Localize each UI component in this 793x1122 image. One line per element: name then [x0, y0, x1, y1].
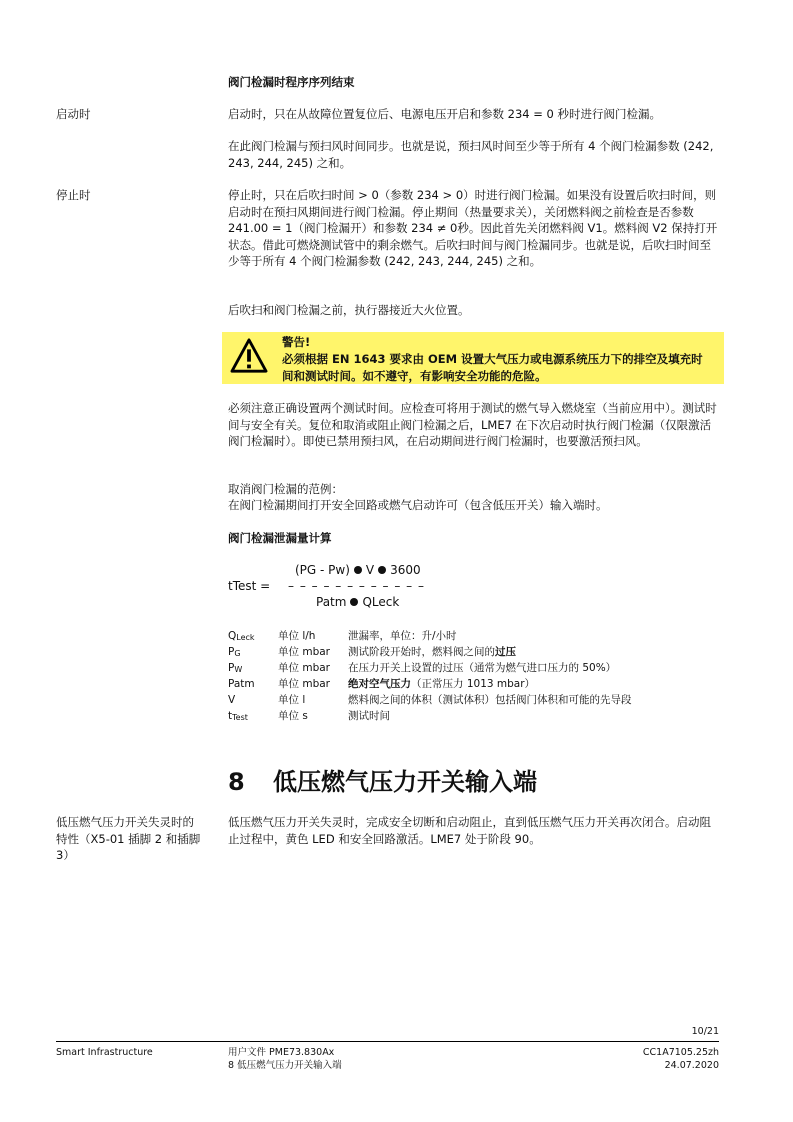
warning-box — [222, 332, 724, 384]
def-subscript: Test — [232, 713, 248, 722]
def-desc — [348, 644, 516, 660]
paragraph-stop-2: 后吹扫和阀门检漏之前，执行器接近大火位置。 — [228, 303, 470, 317]
def-desc-text: 泄漏率，单位：升/小时 — [348, 630, 457, 642]
formula-num-pressure: (PG - Pw) — [295, 563, 350, 577]
formula-num-volume: V — [365, 563, 375, 577]
paragraph-test-time: 必须注意正确设置两个测试时间。应检查可将用于测试的燃气导入燃烧室（当前应用中）。测试时间与安全有关。复位和取消或阻止阀门检漏之后，LME7 在下次启动时执行阀门检漏（仅限激活阀门检漏时）。即使已禁用预扫风，在启动期间进行阀门检漏时，也要激活预扫风。 — [228, 401, 717, 448]
footer-doc-title: 用户文件 PME73.830Ax — [228, 1047, 335, 1058]
footer-doc-code: CC1A7105.25zh — [642, 1047, 719, 1058]
formula-den-qleck: QLeck — [362, 595, 400, 609]
heading-leakage-calc: 阀门检漏泄漏量计算 — [228, 531, 332, 545]
label-on-start: 启动时 — [56, 107, 91, 121]
warning-body: 必须根据 EN 1643 要求由 OEM 设置大气压力或电源系统压力下的排空及填充时间和测试时间。如不遵守，有影响安全功能的危险。 — [282, 352, 703, 383]
def-subscript: Leck — [236, 633, 255, 642]
formula-num-constant: 3600 — [390, 563, 421, 577]
section-number: 8 — [228, 768, 245, 796]
warning-triangle-icon — [230, 338, 268, 374]
multiply-dot — [378, 566, 386, 574]
def-subscript: G — [234, 649, 241, 658]
formula-lhs: tTest = — [228, 579, 271, 593]
warning-text — [282, 334, 712, 385]
footer-company: Smart Infrastructure — [56, 1047, 153, 1058]
def-symbol: P — [228, 662, 235, 674]
paragraph-low-pressure-failure: 低压燃气压力开关失灵时，完成安全切断和启动阻止，直到低压燃气压力开关再次闭合。启动阻止过程中，黄色 LED 和安全回路激活。LME7 处于阶段 90。 — [228, 815, 711, 846]
paragraph-stop-1: 停止时，只在后吹扫时间 > 0（参数 234 > 0）时进行阀门检漏。如果没有设置后吹扫时间，则启动时在预扫风期间进行阀门检漏。停止期间（热量要求关），关闭燃料阀之前检查是否参数 241.00 = 1（阀门检漏开）和参数 234 ≠ 0秒。因此首先关闭燃料阀 V1。燃料阀 V2 保持打开状态。借此可燃烧测试管中的剩余燃气。后吹扫时间与阀门检漏同步。也就是说，后吹扫时间至少等于所有 4 个阀门检漏参数 (242, 243, 244, 245) 之和。 — [228, 188, 718, 268]
paragraph-start-2: 在此阀门检漏与预扫风时间同步。也就是说，预扫风时间至少等于所有 4 个阀门检漏参数 (242, 243, 244, 245) 之和。 — [228, 139, 714, 170]
paragraph-cancel-example: 在阀门检漏期间打开安全回路或燃气启动许可（包含低压开关）输入端时。 — [228, 498, 608, 512]
def-symbol: Q — [228, 630, 237, 642]
def-unit: 单位 s — [278, 710, 308, 722]
def-desc-text: 燃料阀之间的体积（测试体积）包括阀门体积和可能的先导段 — [348, 694, 632, 706]
def-desc-text: 测试时间 — [348, 710, 390, 722]
paragraph-cancel-example-title: 取消阀门检漏的范例： — [228, 482, 343, 496]
def-symbol: Patm — [228, 678, 255, 690]
def-unit: 单位 mbar — [278, 678, 330, 690]
page-number: 10/21 — [691, 1026, 719, 1037]
multiply-dot — [354, 566, 362, 574]
heading-valve-check-sequence-end: 阀门检漏时程序序列结束 — [228, 75, 355, 89]
formula-den-patm: Patm — [316, 595, 347, 609]
section-title: 低压燃气压力开关输入端 — [273, 768, 537, 796]
def-unit: 单位 mbar — [278, 646, 330, 658]
def-desc — [348, 628, 457, 644]
def-subscript: W — [234, 665, 243, 674]
def-desc-text: （正常压力 1013 mbar） — [411, 678, 536, 690]
def-symbol: V — [228, 694, 236, 706]
footer-date: 24.07.2020 — [664, 1060, 719, 1071]
footer-chapter: 8 低压燃气压力开关输入端 — [228, 1060, 342, 1071]
def-desc-text: 在压力开关上设置的过压（通常为燃气进口压力的 50%） — [348, 662, 617, 674]
def-desc-text: 测试阶段开始时，燃料阀之间的 — [348, 646, 495, 658]
def-desc — [348, 660, 616, 676]
def-desc — [348, 676, 535, 692]
formula-denominator — [316, 594, 399, 611]
def-symbol: P — [228, 646, 235, 658]
formula-fraction-line: – – – – – – – – – – – – — [288, 579, 425, 593]
def-desc — [348, 692, 632, 708]
def-desc-bold: 绝对空气压力 — [348, 678, 411, 690]
label-on-stop: 停止时 — [56, 188, 91, 202]
label-low-pressure-failure: 低压燃气压力开关失灵时的特性（X5-01 插脚 2 和插脚 3） — [56, 815, 201, 862]
footer-divider — [56, 1041, 719, 1042]
warning-title: 警告! — [282, 335, 311, 349]
multiply-dot — [350, 598, 358, 606]
formula-numerator — [295, 562, 421, 579]
def-symbol: t — [228, 710, 233, 722]
def-unit: 单位 l — [278, 694, 306, 706]
def-desc — [348, 708, 390, 724]
def-desc-bold: 过压 — [495, 646, 516, 658]
def-unit: 单位 l/h — [278, 630, 316, 642]
def-unit: 单位 mbar — [278, 662, 330, 674]
paragraph-start-1: 启动时，只在从故障位置复位后、电源电压开启和参数 234 = 0 秒时进行阀门检漏。 — [228, 107, 662, 121]
